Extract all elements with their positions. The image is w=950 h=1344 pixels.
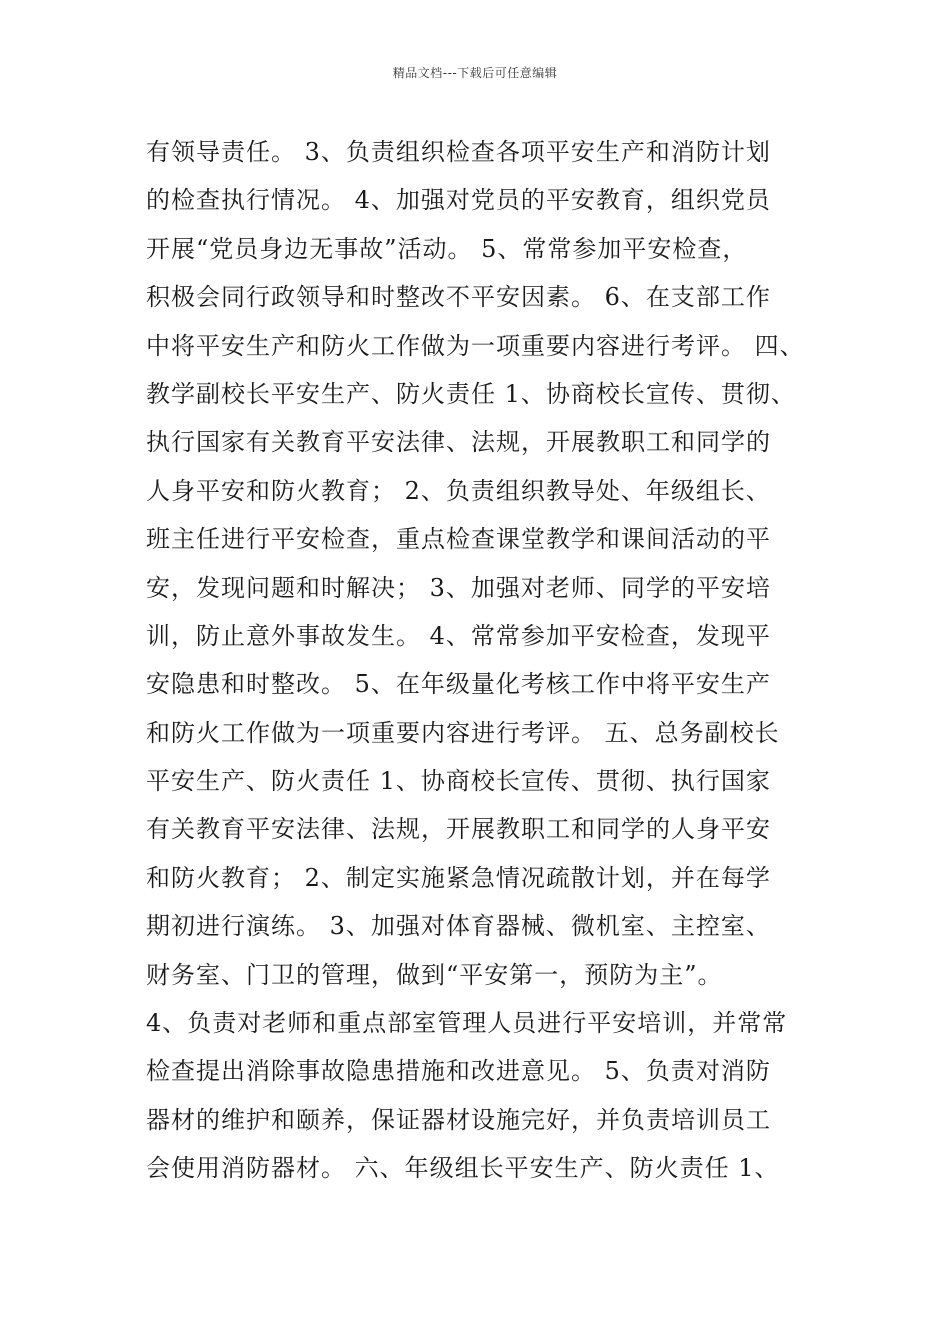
text-line: 财务室、门卫的管理，做到“平安第一，预防为主”。 [146, 960, 723, 989]
text-line: 和防火工作做为一项重要内容进行考评。 五、总务副校长 [146, 718, 780, 747]
text-line: 积极会同行政领导和时整改不平安因素。 6、在支部工作 [146, 283, 771, 312]
text-line: 开展“党员身边无事故”活动。 5、常常参加平安检查， [146, 234, 748, 263]
text-line: 教学副校长平安生产、防火责任 1、协商校长宣传、贯彻、 [146, 379, 796, 408]
text-line: 有关教育平安法律、法规，开展教职工和同学的人身平安 [146, 815, 771, 844]
text-line: 平安生产、防火责任 1、协商校长宣传、贯彻、执行国家 [146, 767, 771, 796]
document-body [146, 128, 826, 1193]
text-line: 班主任进行平安检查，重点检查课堂教学和课间活动的平 [146, 525, 771, 554]
text-line: 器材的维护和颐养，保证器材设施完好，并负责培训员工 [146, 1105, 771, 1134]
text-line: 执行国家有关教育平安法律、法规，开展教职工和同学的 [146, 428, 771, 457]
text-line: 和防火教育； 2、制定实施紧急情况疏散计划，并在每学 [146, 863, 771, 892]
text-line: 训，防止意外事故发生。 4、常常参加平安检查，发现平 [146, 621, 771, 650]
text-line: 期初进行演练。 3、加强对体育器械、微机室、主控室、 [146, 912, 771, 941]
text-line: 人身平安和防火教育； 2、负责组织教导处、年级组长、 [146, 476, 771, 505]
text-line: 会使用消防器材。 六、年级组长平安生产、防火责任 1、 [146, 1154, 780, 1183]
text-line: 安隐患和时整改。 5、在年级量化考核工作中将平安生产 [146, 670, 771, 699]
text-line: 有领导责任。 3、负责组织检查各项平安生产和消防计划 [146, 138, 771, 166]
text-line: 中将平安生产和防火工作做为一项重要内容进行考评。 四、 [146, 331, 805, 360]
text-line: 4、负责对老师和重点部室管理人员进行平安培训，并常常 [146, 1009, 788, 1038]
text-line: 安，发现问题和时解决； 3、加强对老师、同学的平安培 [146, 573, 771, 602]
text-line: 的检查执行情况。 4、加强对党员的平安教育，组织党员 [146, 186, 771, 215]
text-line: 检查提出消除事故隐患措施和改进意见。 5、负责对消防 [146, 1057, 771, 1086]
page-header: 精品文档---下载后可任意编辑 [392, 66, 558, 80]
